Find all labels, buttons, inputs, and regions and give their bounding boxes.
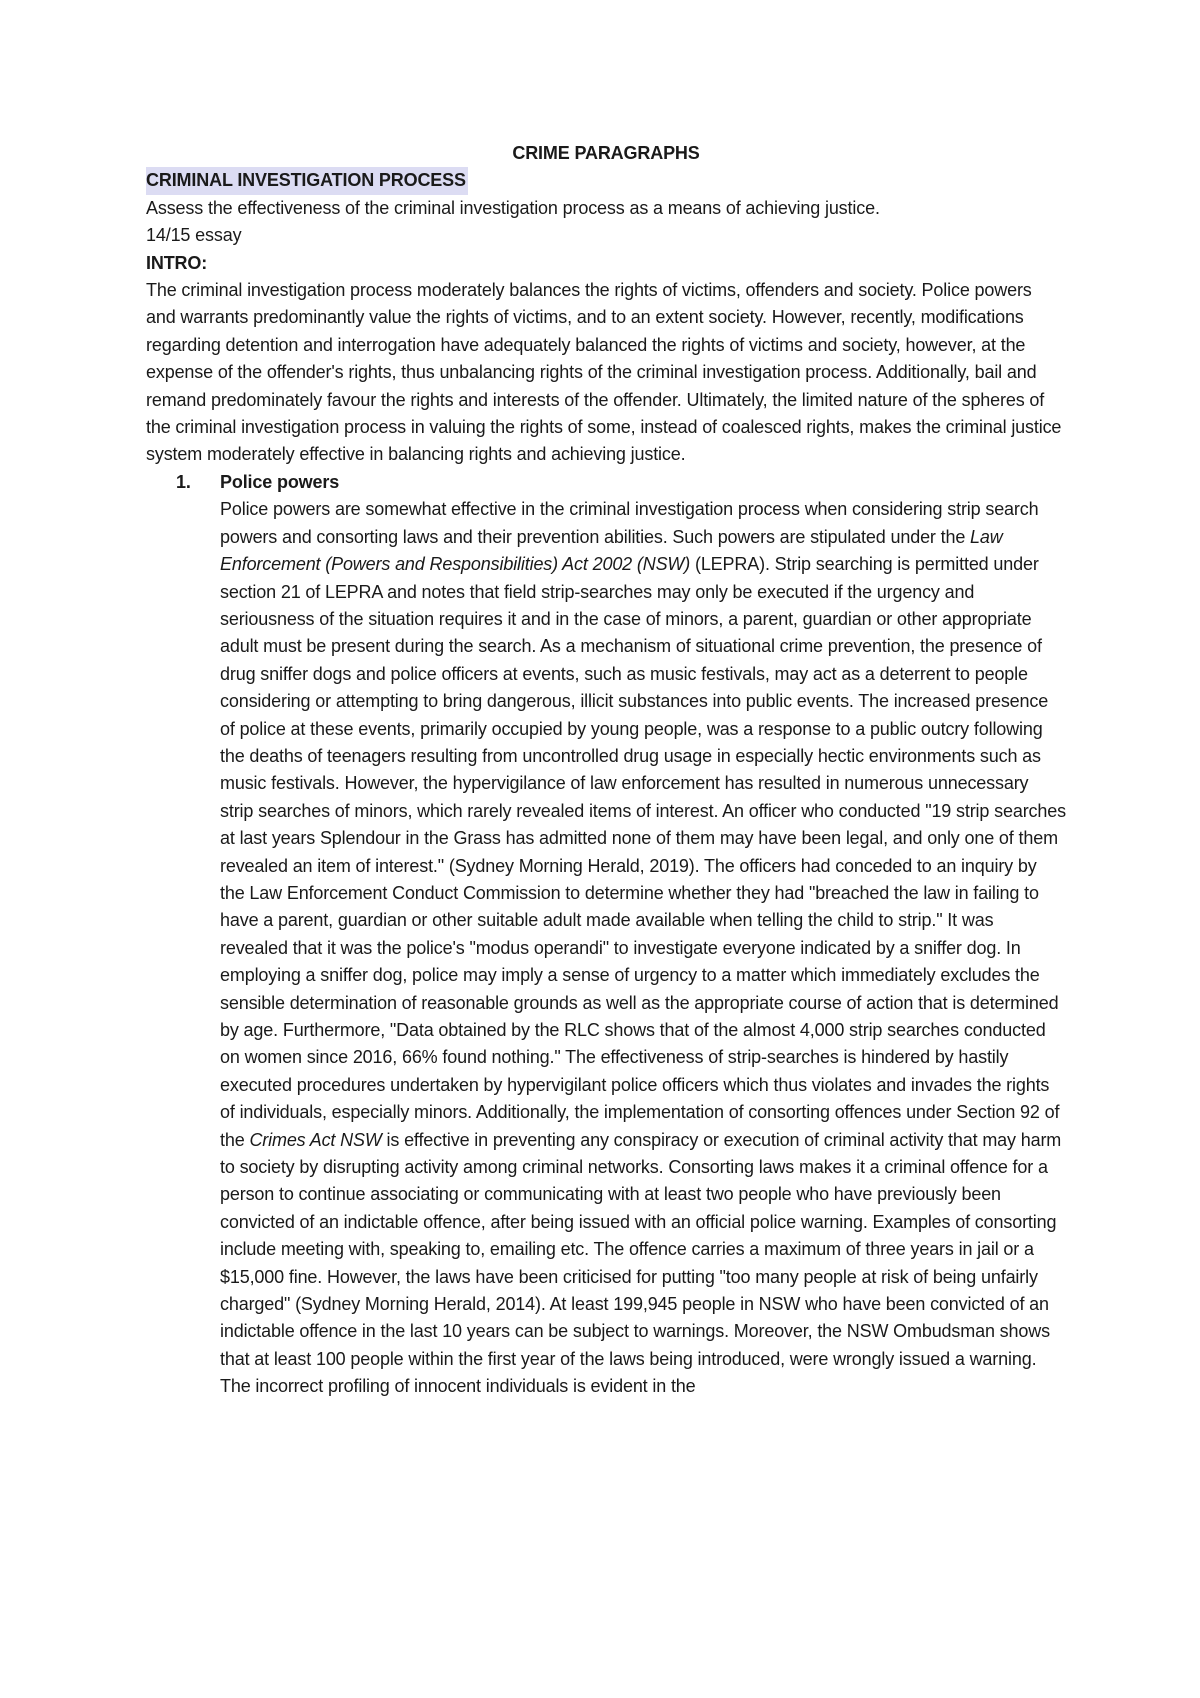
list-item-number: 1. <box>176 471 191 492</box>
intro-label: INTRO: <box>146 252 208 273</box>
essay-score: 14/15 essay <box>146 225 242 246</box>
body-sections-list <box>146 469 1066 1401</box>
list-item-heading: Police powers <box>220 471 340 492</box>
section-heading-line <box>146 167 1066 194</box>
act-citation-lepra: Law Enforcement (Powers and Responsibilities) Act 2002 (NSW) <box>220 526 1003 575</box>
essay-question: Assess the effectiveness of the criminal investigation process as a means of achieving justice. <box>146 197 880 218</box>
intro-paragraph: The criminal investigation process moderately balances the rights of victims, offenders and society. Police powers and warrants predominantly value the rights of victims, and to an extent society. However, recently, modifications regarding detention and interrogation have adequately balanced the rights of victims and society, however, at the expense of the offender's rights, thus unbalancing rights of the criminal investigation process. Additionally, bail and remand predominately favour the rights and interests of the offender. Ultimately, the limited nature of the spheres of the criminal investigation process in valuing the rights of some, instead of coalesced rights, makes the criminal justice system moderately effective in balancing rights and achieving justice. <box>146 280 1062 465</box>
act-citation-crimes-act: Crimes Act NSW <box>249 1129 382 1150</box>
paragraph-text-part-1: Police powers are somewhat effective in the criminal investigation process when considering strip search powers and consorting laws and their prevention abilities. Such powers are stipulated under the <box>220 499 1039 547</box>
section-heading: CRIMINAL INVESTIGATION PROCESS <box>146 167 468 194</box>
list-item <box>146 469 1066 1401</box>
police-powers-paragraph <box>220 496 1066 1400</box>
document-body <box>146 140 1066 1401</box>
paragraph-text-part-3: is effective in preventing any conspiracy or execution of criminal activity that may harm to society by disrupting activity among criminal networks. Consorting laws makes it a criminal offence for a person to continue associating or communicating with at least two people who have previously been convicted of an indictable offence, after being issued with an official police warning. Examples of consorting include meeting with, speaking to, emailing etc. The offence carries a maximum of three years in jail or a $15,000 fine. However, the laws have been criticised for putting "too many people at risk of being unfairly charged" (Sydney Morning Herald, 2014). At least 199,945 people in NSW who have been convicted of an indictable offence in the last 10 years can be subject to warnings. Moreover, the NSW Ombudsman shows that at least 100 people within the first year of the laws being introduced, were wrongly issued a warning. The incorrect profiling of innocent individuals is evident in the <box>220 1129 1062 1397</box>
paragraph-text-part-2: (LEPRA). Strip searching is permitted under section 21 of LEPRA and notes that field strip-searches may only be executed if the urgency and seriousness of the situation requires it and in the case of minors, a parent, guardian or other appropriate adult must be present during the search. As a mechanism of situational crime prevention, the presence of drug sniffer dogs and police officers at events, such as music festivals, may act as a deterrent to people considering or attempting to bring dangerous, illicit substances into public events. The increased presence of police at these events, primarily occupied by young people, was a response to a public outcry following the deaths of teenagers resulting from uncontrolled drug usage in especially hectic environments such as music festivals. However, the hypervigilance of law enforcement has resulted in numerous unnecessary strip searches of minors, which rarely revealed items of interest. An officer who conducted "19 strip searches at last years Splendour in the Grass has admitted none of them may have been legal, and only one of them revealed an item of interest." (Sydney Morning Herald, 2019). The officers had conceded to an inquiry by the Law Enforcement Conduct Commission to determine whether they had "breached the law in failing to have a parent, guardian or other suitable adult made available when telling the child to strip." It was revealed that it was the police's "modus operandi" to investigate everyone indicated by a sniffer dog. In employing a sniffer dog, police may imply a sense of urgency to a matter which immediately excludes the sensible determination of reasonable grounds as well as the appropriate course of action that is determined by age. Furthermore, "Data obtained by the RLC shows that of the almost 4,000 strip searches conducted on women since 2016, 66% found nothing." The effectiveness of strip-searches is hindered by hastily executed procedures undertaken by hypervigilant police officers which thus violates and invades the rights of individuals, especially minors. Additionally, the implementation of consorting offences under Section 92 of the <box>220 554 1066 1150</box>
document-title: CRIME PARAGRAPHS <box>512 143 700 163</box>
